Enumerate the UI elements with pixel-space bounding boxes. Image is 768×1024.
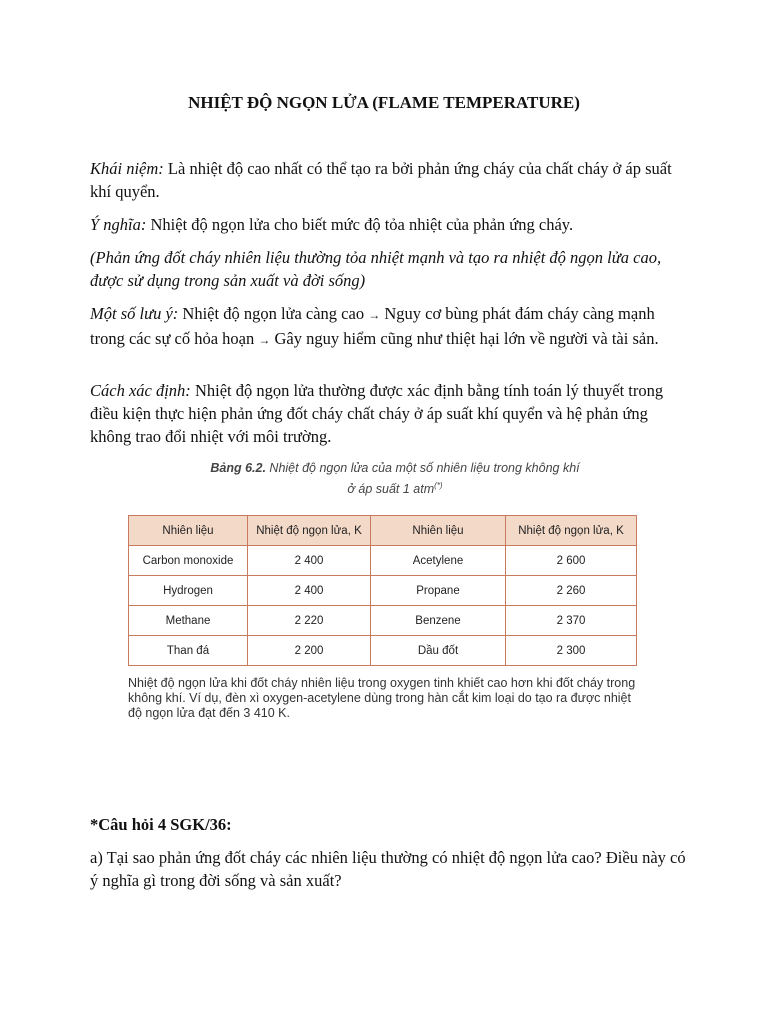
definition-paragraph [90, 157, 690, 203]
arrow-icon: → [258, 333, 271, 347]
table-cell: Methane [129, 606, 248, 636]
table-row [129, 606, 637, 636]
italic-note-text: (Phản ứng đốt cháy nhiên liệu thường tỏa nhiệt mạnh và tạo ra nhiệt độ ngọn lửa cao, được sử dụng trong sản xuất và đời sống) [90, 248, 662, 290]
definition-label: Khái niệm: [90, 159, 164, 178]
italic-note [90, 246, 690, 292]
table-figure [120, 460, 660, 720]
table-cell: 2 220 [248, 606, 371, 636]
table-cell: Dầu đốt [371, 636, 506, 666]
table-cell: Propane [371, 576, 506, 606]
table-header-row [129, 516, 637, 546]
table-caption-line2: ở áp suất 1 atm [347, 482, 435, 497]
question-a: a) Tại sao phản ứng đốt cháy các nhiên liệu thường có nhiệt độ ngọn lửa cao? Điều này có ý nghĩa gì trong đời sống và sản xuất? [90, 848, 686, 890]
meaning-paragraph [90, 213, 690, 236]
table-footnote: Nhiệt độ ngọn lửa khi đốt cháy nhiên liệu trong oxygen tinh khiết cao hơn khi đốt cháy trong không khí. Ví dụ, đèn xì oxygen-acetylene dùng trong hàn cắt kim loại do tạo ra được nhiệt độ ngọn lửa đạt đến 3 410 K. [128, 676, 636, 720]
table-cell: Acetylene [371, 546, 506, 576]
table-header-cell: Nhiệt độ ngọn lửa, K [248, 516, 371, 546]
table-caption-sup: (*) [434, 481, 443, 490]
remarks-text-1: Nhiệt độ ngọn lửa càng cao [178, 304, 369, 323]
table-cell: Hydrogen [129, 576, 248, 606]
table-header-cell: Nhiên liệu [129, 516, 248, 546]
table-cell: 2 200 [248, 636, 371, 666]
remarks-text-3: Gây nguy hiểm cũng như thiệt hại lớn về người và tài sản. [270, 329, 659, 348]
table-cell: 2 260 [506, 576, 637, 606]
method-paragraph [90, 379, 690, 448]
table-caption-number: Bảng 6.2. [210, 461, 266, 475]
table-cell: 2 300 [506, 636, 637, 666]
table-row [129, 546, 637, 576]
table-header-cell: Nhiệt độ ngọn lửa, K [506, 516, 637, 546]
flame-temperature-table [128, 515, 637, 666]
table-cell: 2 400 [248, 576, 371, 606]
table-cell: Carbon monoxide [129, 546, 248, 576]
table-cell: 2 400 [248, 546, 371, 576]
table-cell: Than đá [129, 636, 248, 666]
method-label: Cách xác định: [90, 381, 191, 400]
method-text: Nhiệt độ ngọn lửa thường được xác định bằng tính toán lý thuyết trong điều kiện thực hiện phản ứng đốt cháy chất cháy ở áp suất khí quyển và hệ phản ứng không trao đổi nhiệt với môi trường. [90, 381, 664, 446]
remarks-text-2: Nguy cơ bùng phát đám cháy càng mạnh trong các sự cố hỏa hoạn [90, 304, 655, 348]
table-cell: 2 370 [506, 606, 637, 636]
meaning-label: Ý nghĩa: [90, 215, 147, 234]
table-cell: 2 600 [506, 546, 637, 576]
table-cell: Benzene [371, 606, 506, 636]
definition-text: Là nhiệt độ cao nhất có thể tạo ra bởi phản ứng cháy của chất cháy ở áp suất khí quyển. [90, 159, 672, 201]
meaning-text: Nhiệt độ ngọn lửa cho biết mức độ tỏa nhiệt của phản ứng cháy. [146, 215, 574, 234]
page-title: NHIỆT ĐỘ NGỌN LỬA (FLAME TEMPERATURE) [188, 93, 580, 112]
remarks-label: Một số lưu ý: [90, 304, 179, 323]
table-row [129, 636, 637, 666]
question-heading: *Câu hỏi 4 SGK/36: [90, 815, 232, 834]
arrow-icon: → [368, 308, 381, 322]
table-header-cell: Nhiên liệu [371, 516, 506, 546]
table-row [129, 576, 637, 606]
table-caption [130, 460, 660, 498]
remarks-paragraph [90, 302, 690, 352]
table-caption-line1: Nhiệt độ ngọn lửa của một số nhiên liệu trong không khí [265, 461, 580, 475]
